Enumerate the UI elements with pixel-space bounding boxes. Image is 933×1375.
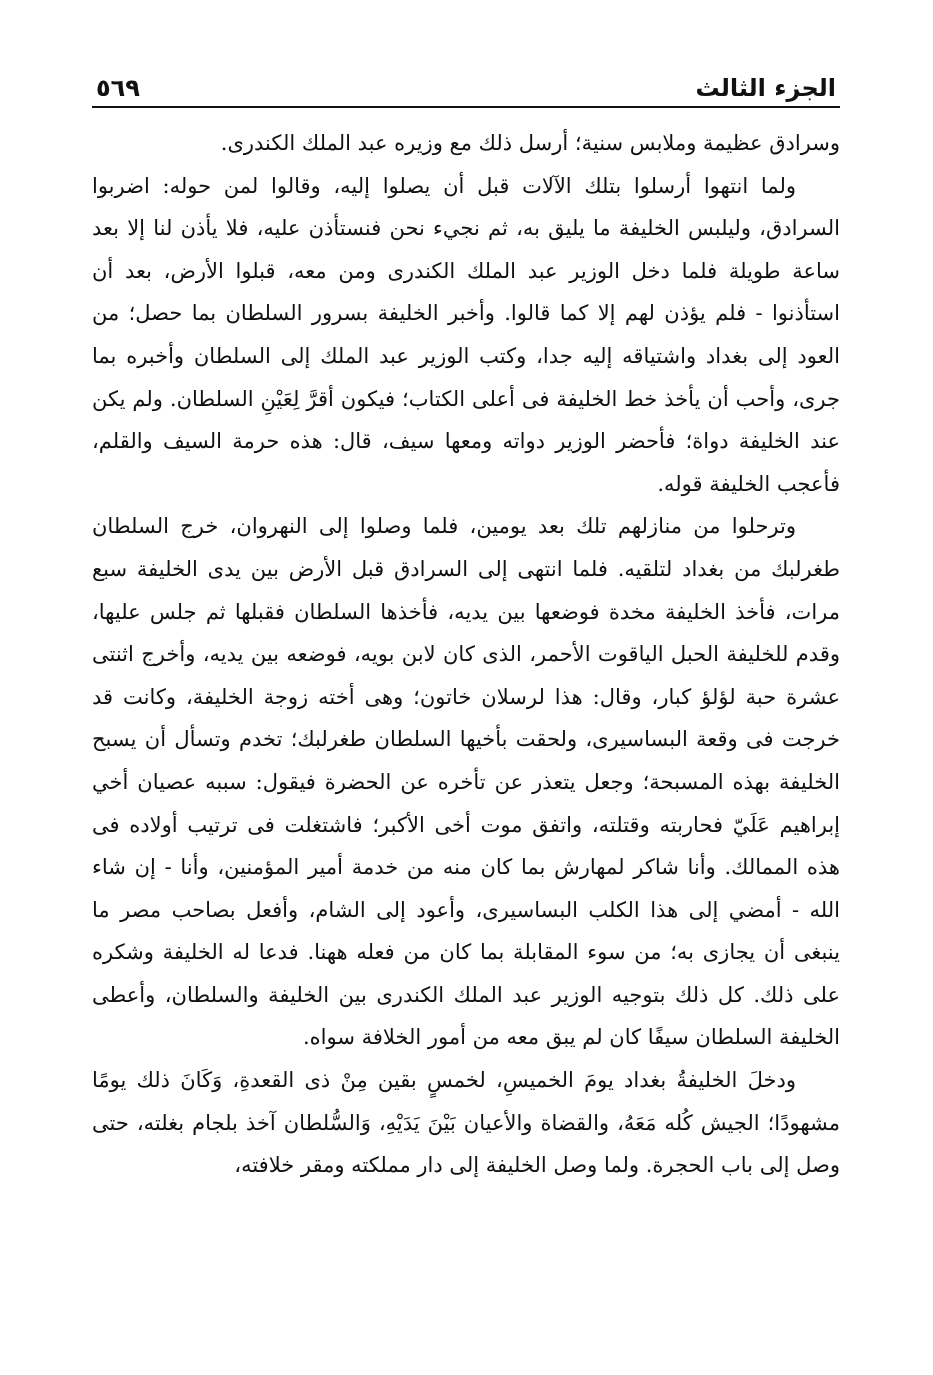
page-number: ٥٦٩ <box>96 74 140 102</box>
book-page <box>92 58 840 1187</box>
volume-title: الجزء الثالث <box>695 74 836 102</box>
running-header <box>92 58 840 108</box>
paragraph: وسرادق عظيمة وملابس سنية؛ أرسل ذلك مع وزيره عبد الملك الكندرى. <box>220 131 840 155</box>
body-text <box>92 122 840 1187</box>
paragraph: وترحلوا من منازلهم تلك بعد يومين، فلما وصلوا إلى النهروان، خرج السلطان طغرلبك من بغداد لتلقيه. فلما انتهى إلى السرادق قبل الأرض بين يدى الخليفة سبع مرات، فأخذ الخليفة مخدة فوضعها بين يديه، فأخذها السلطان فقبلها ثم جلس عليها، وقدم للخليفة الحبل الياقوت الأحمر، الذى كان لابن بويه، فوضعه بين يديه، وأخرج اثنتى عشرة حبة لؤلؤ كبار، وقال: هذا لرسلان خاتون؛ وهى أخته زوجة الخليفة، وكانت قد خرجت فى وقعة البساسيرى، ولحقت بأخيها السلطان طغرلبك؛ تخدم وتسأل أن يسبح الخليفة بهذه المسبحة؛ وجعل يتعذر عن تأخره عن الحضرة فيقول: سببه عصيان أخي إبراهيم عَلَيّ فحاربته وقتلته، واتفق موت أخى الأكبر؛ فاشتغلت فى ترتيب أولاده فى هذه الممالك. وأنا شاكر لمهارش بما كان منه من خدمة أمير المؤمنين، وأنا - إن شاء الله - أمضي إلى هذا الكلب البساسيرى، وأعود إلى الشام، وأفعل بصاحب مصر ما ينبغى أن يجازى به؛ من سوء المقابلة بما كان من فعله ههنا. فدعا له الخليفة وشكره على ذلك. كل ذلك بتوجيه الوزير عبد الملك الكندرى بين الخليفة والسلطان، وأعطى الخليفة السلطان سيفًا كان لم يبق معه من أمور الخلافة سواه. <box>92 514 840 1050</box>
paragraph: ولما انتهوا أرسلوا بتلك الآلات قبل أن يصلوا إليه، وقالوا لمن حوله: اضربوا السرادق، وليلبس الخليفة ما يليق به، ثم نجيء نحن فنستأذن عليه، فلا يأذن لنا إلا بعد ساعة طويلة فلما دخل الوزير عبد الملك الكندرى ومن معه، قبلوا الأرض، بعد أن استأذنوا - فلم يؤذن لهم إلا كما قالوا. وأخبر الخليفة بسرور السلطان بما حصل؛ من العود إلى بغداد واشتياقه إليه جدا، وكتب الوزير عبد الملك إلى السلطان وأخبره بما جرى، وأحب أن يأخذ خط الخليفة فى أعلى الكتاب؛ فيكون أقرَّ لِعَيْنِ السلطان. ولم يكن عند الخليفة دواة؛ فأحضر الوزير دواته ومعها سيف، قال: هذه حرمة السيف والقلم، فأعجب الخليفة قوله. <box>92 173 840 496</box>
paragraph: ودخلَ الخليفةُ بغداد يومَ الخميسِ، لخمسٍ بقين مِنْ ذى القعدةِ، وَكَانَ ذلك يومًا مشهودًا؛ الجيش كُله مَعَهُ، والقضاة والأعيان بَيْنَ يَدَيْهِ، وَالسُّلطان آخذ بلجام بغلته، حتى وصل إلى باب الحجرة. ولما وصل الخليفة إلى دار مملكته ومقر خلافته، <box>92 1068 840 1178</box>
